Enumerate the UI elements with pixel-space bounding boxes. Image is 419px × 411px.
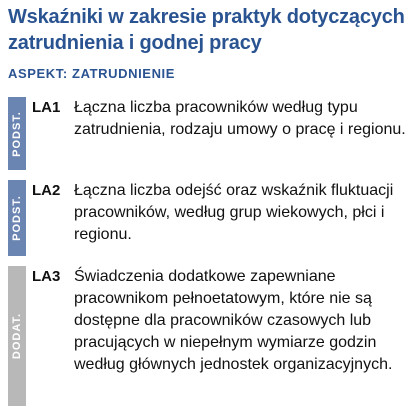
indicator-row-la2	[8, 180, 414, 256]
page-title: Wskaźniki w zakresie praktyk dotyczących zatrudnienia i godnej pracy	[8, 6, 405, 54]
indicator-tag-basic	[8, 97, 26, 170]
indicator-row-la3	[8, 266, 414, 406]
indicator-tag-additional	[8, 266, 26, 406]
indicator-tag-label: DODAT.	[11, 312, 23, 360]
indicator-row-la1	[8, 97, 414, 170]
indicator-tag-label: PODST.	[11, 195, 23, 241]
indicator-tag-basic	[8, 180, 26, 256]
indicator-description: Łączna liczba pracowników według typu zatrudnienia, rodzaju umowy o pracę i regionu.	[74, 99, 406, 138]
indicator-code: LA2	[32, 182, 61, 199]
indicator-description: Łączna liczba odejść oraz wskaźnik fluktuacji pracowników, według grup wiekowych, płci i regionu.	[74, 182, 394, 243]
indicator-tag-label: PODST.	[11, 110, 23, 157]
indicator-code: LA1	[32, 99, 61, 116]
indicator-description: Świadczenia dodatkowe zapewniane pracownikom pełnoetatowym, które nie są dostępne dla pracowników czasowych lub pracujących w niepełnym wymiarze godzin według głównych jednostek organizacyjnych.	[74, 268, 393, 373]
indicator-code: LA3	[32, 268, 61, 285]
aspect-heading: ASPEKT: ZATRUDNIENIE	[8, 66, 176, 81]
